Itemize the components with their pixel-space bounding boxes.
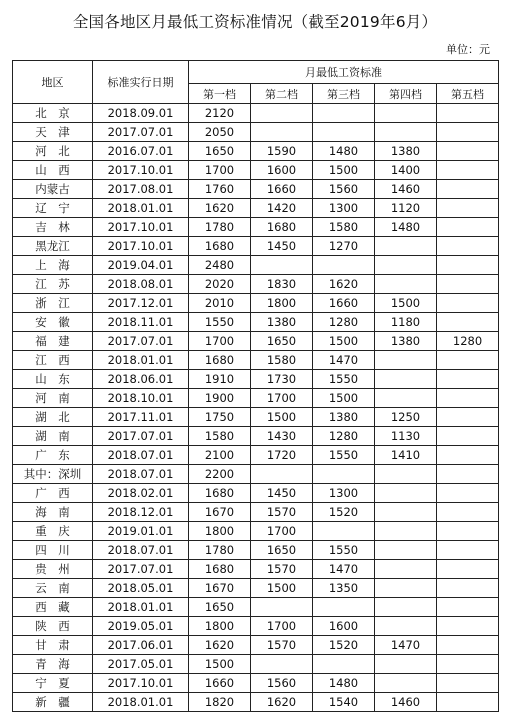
table-row	[13, 237, 499, 256]
header-tier-4: 第四档	[375, 84, 437, 104]
region-cell: 湖 北	[13, 408, 93, 427]
tier-1-cell: 1650	[189, 142, 251, 161]
tier-5-cell	[437, 408, 499, 427]
table-row	[13, 693, 499, 712]
tier-4-cell: 1500	[375, 294, 437, 313]
tier-1-cell: 1800	[189, 617, 251, 636]
region-cell: 贵 州	[13, 560, 93, 579]
tier-3-cell: 1280	[313, 313, 375, 332]
tier-4-cell	[375, 237, 437, 256]
table-row	[13, 408, 499, 427]
tier-5-cell	[437, 237, 499, 256]
region-cell: 浙 江	[13, 294, 93, 313]
tier-4-cell	[375, 351, 437, 370]
tier-4-cell: 1130	[375, 427, 437, 446]
tier-1-cell: 1820	[189, 693, 251, 712]
tier-5-cell	[437, 389, 499, 408]
tier-2-cell: 1420	[251, 199, 313, 218]
tier-2-cell: 1650	[251, 332, 313, 351]
table-row	[13, 218, 499, 237]
tier-3-cell: 1550	[313, 541, 375, 560]
tier-4-cell	[375, 123, 437, 142]
tier-3-cell	[313, 598, 375, 617]
tier-1-cell: 2100	[189, 446, 251, 465]
region-cell: 辽 宁	[13, 199, 93, 218]
region-cell: 新 疆	[13, 693, 93, 712]
region-cell: 山 东	[13, 370, 93, 389]
tier-3-cell: 1540	[313, 693, 375, 712]
table-row	[13, 522, 499, 541]
tier-2-cell: 1590	[251, 142, 313, 161]
tier-4-cell	[375, 522, 437, 541]
tier-5-cell	[437, 446, 499, 465]
table-row	[13, 332, 499, 351]
tier-1-cell: 1700	[189, 161, 251, 180]
tier-2-cell	[251, 256, 313, 275]
header-tier-1: 第一档	[189, 84, 251, 104]
tier-5-cell	[437, 351, 499, 370]
tier-1-cell: 1800	[189, 522, 251, 541]
tier-1-cell: 2020	[189, 275, 251, 294]
tier-1-cell: 1500	[189, 655, 251, 674]
tier-4-cell: 1410	[375, 446, 437, 465]
tier-4-cell: 1380	[375, 142, 437, 161]
region-cell: 福 建	[13, 332, 93, 351]
table-row	[13, 617, 499, 636]
tier-5-cell	[437, 370, 499, 389]
tier-1-cell: 1620	[189, 199, 251, 218]
tier-2-cell: 1450	[251, 237, 313, 256]
table-row	[13, 598, 499, 617]
tier-3-cell: 1280	[313, 427, 375, 446]
tier-2-cell: 1650	[251, 541, 313, 560]
tier-5-cell	[437, 655, 499, 674]
tier-3-cell: 1500	[313, 389, 375, 408]
tier-2-cell: 1380	[251, 313, 313, 332]
tier-3-cell: 1380	[313, 408, 375, 427]
tier-5-cell	[437, 142, 499, 161]
tier-5-cell: 1280	[437, 332, 499, 351]
date-cell: 2018.07.01	[93, 541, 189, 560]
tier-5-cell	[437, 541, 499, 560]
tier-5-cell	[437, 199, 499, 218]
tier-5-cell	[437, 617, 499, 636]
date-cell: 2017.10.01	[93, 218, 189, 237]
tier-3-cell: 1550	[313, 446, 375, 465]
tier-1-cell: 1900	[189, 389, 251, 408]
date-cell: 2018.12.01	[93, 503, 189, 522]
tier-4-cell	[375, 465, 437, 484]
tier-1-cell: 2200	[189, 465, 251, 484]
date-cell: 2018.11.01	[93, 313, 189, 332]
tier-2-cell	[251, 123, 313, 142]
tier-4-cell	[375, 655, 437, 674]
date-cell: 2017.07.01	[93, 427, 189, 446]
tier-2-cell: 1600	[251, 161, 313, 180]
tier-3-cell: 1500	[313, 332, 375, 351]
tier-2-cell: 1570	[251, 636, 313, 655]
region-cell: 安 徽	[13, 313, 93, 332]
date-cell: 2018.01.01	[93, 351, 189, 370]
table-row	[13, 142, 499, 161]
tier-4-cell	[375, 256, 437, 275]
date-cell: 2018.07.01	[93, 446, 189, 465]
tier-2-cell: 1830	[251, 275, 313, 294]
tier-2-cell: 1700	[251, 522, 313, 541]
date-cell: 2018.10.01	[93, 389, 189, 408]
date-cell: 2017.10.01	[93, 674, 189, 693]
tier-1-cell: 1670	[189, 503, 251, 522]
tier-1-cell: 1620	[189, 636, 251, 655]
table-row	[13, 674, 499, 693]
region-cell: 海 南	[13, 503, 93, 522]
tier-2-cell: 1500	[251, 408, 313, 427]
tier-1-cell: 1580	[189, 427, 251, 446]
tier-3-cell: 1300	[313, 199, 375, 218]
table-row	[13, 560, 499, 579]
region-cell: 吉 林	[13, 218, 93, 237]
tier-4-cell: 1400	[375, 161, 437, 180]
tier-1-cell: 1650	[189, 598, 251, 617]
table-row	[13, 275, 499, 294]
region-cell: 重 庆	[13, 522, 93, 541]
tier-2-cell: 1500	[251, 579, 313, 598]
tier-2-cell: 1450	[251, 484, 313, 503]
tier-2-cell: 1580	[251, 351, 313, 370]
date-cell: 2018.02.01	[93, 484, 189, 503]
tier-1-cell: 2010	[189, 294, 251, 313]
tier-5-cell	[437, 636, 499, 655]
header-region: 地区	[13, 61, 93, 104]
region-cell: 宁 夏	[13, 674, 93, 693]
tier-1-cell: 1680	[189, 237, 251, 256]
region-cell: 江 西	[13, 351, 93, 370]
date-cell: 2018.01.01	[93, 199, 189, 218]
tier-2-cell: 1800	[251, 294, 313, 313]
date-cell: 2017.06.01	[93, 636, 189, 655]
tier-4-cell: 1250	[375, 408, 437, 427]
tier-3-cell	[313, 655, 375, 674]
region-cell: 内蒙古	[13, 180, 93, 199]
table-row	[13, 427, 499, 446]
tier-5-cell	[437, 275, 499, 294]
date-cell: 2017.07.01	[93, 560, 189, 579]
tier-2-cell: 1660	[251, 180, 313, 199]
date-cell: 2017.07.01	[93, 332, 189, 351]
tier-3-cell: 1600	[313, 617, 375, 636]
tier-1-cell: 1780	[189, 541, 251, 560]
tier-1-cell: 1680	[189, 351, 251, 370]
table-row	[13, 465, 499, 484]
table-row	[13, 655, 499, 674]
date-cell: 2017.07.01	[93, 123, 189, 142]
tier-4-cell	[375, 674, 437, 693]
table-row	[13, 161, 499, 180]
tier-2-cell	[251, 655, 313, 674]
tier-2-cell	[251, 465, 313, 484]
tier-3-cell: 1500	[313, 161, 375, 180]
table-row	[13, 541, 499, 560]
tier-5-cell	[437, 484, 499, 503]
header-group: 月最低工资标准	[189, 61, 499, 84]
tier-1-cell: 1660	[189, 674, 251, 693]
table-row	[13, 123, 499, 142]
tier-4-cell	[375, 275, 437, 294]
tier-5-cell	[437, 180, 499, 199]
header-tier-2: 第二档	[251, 84, 313, 104]
region-cell: 河 北	[13, 142, 93, 161]
date-cell: 2018.01.01	[93, 693, 189, 712]
region-cell: 陕 西	[13, 617, 93, 636]
tier-3-cell	[313, 465, 375, 484]
tier-2-cell: 1730	[251, 370, 313, 389]
tier-1-cell: 2050	[189, 123, 251, 142]
tier-3-cell: 1350	[313, 579, 375, 598]
tier-3-cell: 1300	[313, 484, 375, 503]
date-cell: 2018.01.01	[93, 598, 189, 617]
table-row	[13, 199, 499, 218]
tier-3-cell: 1560	[313, 180, 375, 199]
tier-1-cell: 1700	[189, 332, 251, 351]
tier-1-cell: 1680	[189, 484, 251, 503]
tier-5-cell	[437, 256, 499, 275]
tier-5-cell	[437, 161, 499, 180]
table-row	[13, 313, 499, 332]
tier-3-cell	[313, 256, 375, 275]
tier-5-cell	[437, 313, 499, 332]
tier-4-cell: 1180	[375, 313, 437, 332]
tier-1-cell: 1780	[189, 218, 251, 237]
tier-3-cell: 1480	[313, 142, 375, 161]
tier-5-cell	[437, 522, 499, 541]
tier-3-cell	[313, 104, 375, 123]
header-row-1	[13, 61, 499, 84]
tier-4-cell: 1460	[375, 693, 437, 712]
region-cell: 广 西	[13, 484, 93, 503]
region-cell: 天 津	[13, 123, 93, 142]
date-cell: 2017.12.01	[93, 294, 189, 313]
date-cell: 2017.10.01	[93, 161, 189, 180]
date-cell: 2018.09.01	[93, 104, 189, 123]
region-cell: 西 藏	[13, 598, 93, 617]
region-cell: 四 川	[13, 541, 93, 560]
tier-5-cell	[437, 465, 499, 484]
tier-5-cell	[437, 218, 499, 237]
region-cell: 甘 肃	[13, 636, 93, 655]
tier-1-cell: 2120	[189, 104, 251, 123]
tier-4-cell: 1380	[375, 332, 437, 351]
date-cell: 2017.10.01	[93, 237, 189, 256]
header-date: 标准实行日期	[93, 61, 189, 104]
tier-5-cell	[437, 104, 499, 123]
tier-3-cell: 1520	[313, 636, 375, 655]
date-cell: 2019.05.01	[93, 617, 189, 636]
tier-4-cell: 1470	[375, 636, 437, 655]
tier-2-cell: 1430	[251, 427, 313, 446]
region-cell: 青 海	[13, 655, 93, 674]
tier-4-cell	[375, 617, 437, 636]
tier-3-cell	[313, 123, 375, 142]
tier-3-cell	[313, 522, 375, 541]
date-cell: 2018.08.01	[93, 275, 189, 294]
region-cell: 其中：深圳	[13, 465, 93, 484]
tier-2-cell	[251, 598, 313, 617]
region-cell: 北 京	[13, 104, 93, 123]
tier-3-cell: 1480	[313, 674, 375, 693]
date-cell: 2016.07.01	[93, 142, 189, 161]
tier-2-cell	[251, 104, 313, 123]
date-cell: 2017.08.01	[93, 180, 189, 199]
region-cell: 上 海	[13, 256, 93, 275]
table-row	[13, 294, 499, 313]
table-row	[13, 579, 499, 598]
tier-4-cell	[375, 503, 437, 522]
table-row	[13, 104, 499, 123]
tier-2-cell: 1620	[251, 693, 313, 712]
minimum-wage-table	[12, 60, 499, 712]
document-title: 全国各地区月最低工资标准情况（截至2019年6月）	[72, 13, 438, 31]
tier-4-cell	[375, 598, 437, 617]
tier-4-cell	[375, 389, 437, 408]
tier-5-cell	[437, 674, 499, 693]
tier-4-cell: 1460	[375, 180, 437, 199]
tier-1-cell: 1550	[189, 313, 251, 332]
tier-2-cell: 1570	[251, 560, 313, 579]
tier-5-cell	[437, 123, 499, 142]
tier-1-cell: 1760	[189, 180, 251, 199]
date-cell: 2017.11.01	[93, 408, 189, 427]
table-row	[13, 503, 499, 522]
tier-5-cell	[437, 579, 499, 598]
tier-3-cell: 1470	[313, 351, 375, 370]
tier-1-cell: 1750	[189, 408, 251, 427]
header-tier-3: 第三档	[313, 84, 375, 104]
table-row	[13, 180, 499, 199]
table-row	[13, 370, 499, 389]
table-row	[13, 446, 499, 465]
tier-5-cell	[437, 693, 499, 712]
tier-3-cell: 1550	[313, 370, 375, 389]
tier-5-cell	[437, 503, 499, 522]
tier-2-cell: 1570	[251, 503, 313, 522]
tier-4-cell	[375, 541, 437, 560]
date-cell: 2018.07.01	[93, 465, 189, 484]
tier-3-cell: 1520	[313, 503, 375, 522]
unit-label: 单位：元	[446, 43, 490, 56]
date-cell: 2019.04.01	[93, 256, 189, 275]
tier-3-cell: 1620	[313, 275, 375, 294]
region-cell: 湖 南	[13, 427, 93, 446]
tier-2-cell: 1720	[251, 446, 313, 465]
region-cell: 黑龙江	[13, 237, 93, 256]
tier-5-cell	[437, 560, 499, 579]
tier-5-cell	[437, 294, 499, 313]
tier-4-cell: 1480	[375, 218, 437, 237]
tier-1-cell: 1910	[189, 370, 251, 389]
region-cell: 山 西	[13, 161, 93, 180]
tier-5-cell	[437, 598, 499, 617]
region-cell: 广 东	[13, 446, 93, 465]
table-row	[13, 351, 499, 370]
tier-4-cell	[375, 560, 437, 579]
tier-4-cell: 1120	[375, 199, 437, 218]
table-row	[13, 484, 499, 503]
date-cell: 2017.05.01	[93, 655, 189, 674]
tier-1-cell: 2480	[189, 256, 251, 275]
tier-2-cell: 1680	[251, 218, 313, 237]
region-cell: 河 南	[13, 389, 93, 408]
tier-1-cell: 1670	[189, 579, 251, 598]
header-tier-5: 第五档	[437, 84, 499, 104]
tier-3-cell: 1580	[313, 218, 375, 237]
tier-4-cell	[375, 579, 437, 598]
tier-2-cell: 1700	[251, 389, 313, 408]
region-cell: 云 南	[13, 579, 93, 598]
tier-4-cell	[375, 104, 437, 123]
tier-4-cell	[375, 484, 437, 503]
tier-5-cell	[437, 427, 499, 446]
tier-3-cell: 1270	[313, 237, 375, 256]
tier-2-cell: 1700	[251, 617, 313, 636]
region-cell: 江 苏	[13, 275, 93, 294]
table-row	[13, 256, 499, 275]
tier-3-cell: 1470	[313, 560, 375, 579]
date-cell: 2019.01.01	[93, 522, 189, 541]
tier-2-cell: 1560	[251, 674, 313, 693]
tier-3-cell: 1660	[313, 294, 375, 313]
tier-1-cell: 1680	[189, 560, 251, 579]
date-cell: 2018.05.01	[93, 579, 189, 598]
table-row	[13, 389, 499, 408]
tier-4-cell	[375, 370, 437, 389]
date-cell: 2018.06.01	[93, 370, 189, 389]
table-row	[13, 636, 499, 655]
